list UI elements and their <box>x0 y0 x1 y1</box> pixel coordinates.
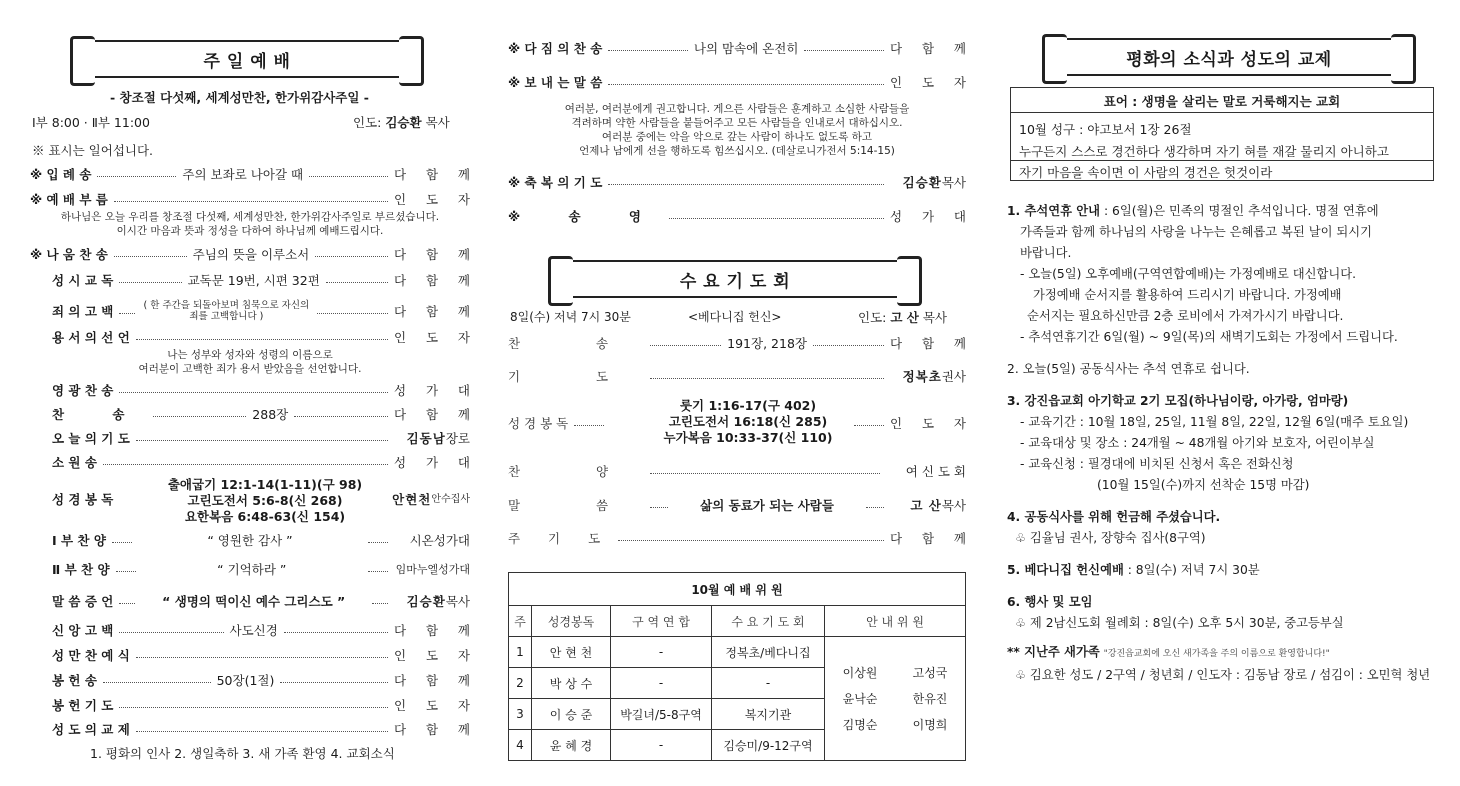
table-row: 3 이 승 준 박길녀/5-8구역 복지기관 <box>509 699 966 730</box>
worship-times: Ⅰ부 8:00 · Ⅱ부 11:00 <box>32 115 150 130</box>
wed-sermon-row: 말 씀 삶의 동료가 되는 사람들 고 산 목사 <box>508 498 966 513</box>
news-item-4: 4. 공동식사를 위해 헌금해 주셨습니다. <box>1007 510 1221 524</box>
news-item-3: 3. 강진읍교회 아기학교 2기 모집(하나님이랑, 아가랑, 엄마랑) <box>1007 394 1349 408</box>
order-row-creed: 신 앙 고 백 사도신경 다 함 께 <box>52 623 470 638</box>
worship-leader: 인도: 김승환 목사 <box>353 115 450 130</box>
wed-readings: 룻기 1:16-17(구 402) 고린도전서 16:18(신 285) 누가복음 10:33-37(신 110) <box>663 398 833 445</box>
wednesday-leader: 인도: 고 산 목사 <box>858 310 948 325</box>
order-row-hymn-2: 찬 송 288장 다 함 께 <box>52 407 470 422</box>
order-row-call: ※ 예 배 부 름 인 도 자 <box>30 192 470 207</box>
news-item-1: 1. 추석연휴 안내 : 6일(월)은 민족의 명절인 추석입니다. 명절 연휴에 <box>1007 204 1379 218</box>
sunday-readings: 출애굽기 12:1-14(1-11)(구 98) 고린도전서 5:6-8(신 268) 요한복음 6:48-63(신 154) <box>167 477 363 524</box>
fellowship-note: 1. 평화의 인사 2. 생일축하 3. 새 가족 환영 4. 교회소식 <box>90 746 395 761</box>
worship-banner: 주 일 예 배 <box>80 40 414 78</box>
servers-header: 구 역 연 합 <box>611 606 712 637</box>
order-row-offering: 봉 헌 송 50장(1절) 다 함 께 <box>52 673 470 688</box>
pardon-note: 나는 성부와 성자와 성령의 이름으로 여러분이 고백한 죄가 용서 받았음을 선언합니다. <box>138 349 362 375</box>
servers-table <box>508 572 966 761</box>
servers-header: 안 내 위 원 <box>825 606 966 637</box>
sunday-worship-column <box>30 0 470 786</box>
servers-header: 성경봉독 <box>532 606 611 637</box>
wednesday-date: 8일(수) 저녁 7시 30분 <box>510 310 631 324</box>
table-row: 4 윤 혜 경 - 김승미/9-12구역 <box>509 730 966 761</box>
order-row-offering-prayer: 봉 헌 기 도 인 도 자 <box>52 698 470 713</box>
order-row-reading: 성 경 봉 독 안현천 안수집사 <box>52 492 470 507</box>
table-row: 1 안 현 천 - 정복초/베다니집 이상원 윤낙순 김명순 고성국 한유진 이명희 <box>509 637 966 668</box>
news-item-6: 6. 행사 및 모임 <box>1007 595 1093 609</box>
wed-praise-row: 찬 양 여 신 도 회 <box>508 464 966 479</box>
ushers-cell: 이상원 윤낙순 김명순 고성국 한유진 이명희 <box>825 637 966 761</box>
order-row-sermon: 말 씀 증 언 “ 생명의 떡이신 예수 그리스도 ” 김승환 목사 <box>52 594 470 609</box>
servers-header: 주 <box>509 606 532 637</box>
order-row-choir-2: Ⅱ 부 찬 양 “ 기억하라 ” 임마누엘성가대 <box>52 562 470 577</box>
sending-word-row: ※ 보 내 는 말 씀 인 도 자 <box>508 75 966 90</box>
motto: 표어 : 생명을 살리는 말로 거룩해지는 교회 <box>1103 94 1341 109</box>
servers-header: 수 요 기 도 회 <box>712 606 825 637</box>
new-family: ** 지난주 새가족 "강진읍교회에 오신 새가족을 주의 이름으로 환영합니다!" <box>1007 645 1330 659</box>
order-row-wish-song: 소 원 송 성 가 대 <box>52 455 470 470</box>
wednesday-banner: 수 요 기 도 회 <box>558 260 912 298</box>
order-row-fellowship: 성 도 의 교 제 다 함 께 <box>52 722 470 737</box>
middle-column <box>508 0 966 786</box>
order-row-choir-1: Ⅰ 부 찬 양 “ 영원한 감사 ” 시온성가대 <box>52 533 470 548</box>
verse-ref: 10월 성구 : 야고보서 1장 26절 <box>1019 122 1192 137</box>
blessing-row: ※ 축 복 의 기 도 김승환 목사 <box>508 175 966 190</box>
sending-word-note: 여러분, 여러분에게 권고합니다. 게으른 사람들은 훈계하고 소심한 사람들을 격려하며 약한 사람들을 붙들어주고 모든 사람들을 인내로서 대하십시오. 여러분 중에는 악을 악으로 갚는 사람이 하나도 없도록 하고 언제나 남에게 선을 행하도록 힘쓰십시오. (데살로니가전서 5:14-15) <box>564 103 910 157</box>
news-item-2: 2. 오늘(5일) 공동식사는 추석 연휴로 쉽니다. <box>1007 362 1250 376</box>
call-note: 하나님은 오늘 우리를 창조절 다섯째, 세계성만찬, 한가위감사주일로 부르셨습니다. 이시간 마음과 뜻과 정성을 다하여 하나님께 예배드립시다. <box>60 211 440 237</box>
sending-hymn-row: ※ 다 짐 의 찬 송 나의 맘속에 온전히 다 함 께 <box>508 41 966 56</box>
verse-line-1: 누구든지 스스로 경건하다 생각하며 자기 혀를 재갈 물리지 아니하고 <box>1019 144 1389 159</box>
worship-subtitle: - 창조절 다섯째, 세계성만찬, 한가위감사주일 - <box>110 90 369 105</box>
wed-reading-row: 성 경 봉 독 인 도 자 <box>508 416 966 431</box>
news-banner: 평화의 소식과 성도의 교제 <box>1052 38 1406 76</box>
doxology-row: ※ 송 영 성 가 대 <box>508 209 966 224</box>
order-row-gloria: 영 광 찬 송 성 가 대 <box>52 383 470 398</box>
servers-title: 10월 예 배 위 원 <box>509 573 966 606</box>
wed-lords-prayer-row: 주 기 도 다 함 께 <box>508 531 966 546</box>
wed-prayer-row: 기 도 정복초 권사 <box>508 369 966 384</box>
motto-box <box>1010 87 1434 181</box>
verse-line-2: 자기 마음을 속이면 이 사람의 경건은 헛것이라 <box>1019 165 1273 180</box>
wed-hymn-row: 찬 송 191장, 218장 다 함 께 <box>508 336 966 351</box>
order-row-prayer: 오 늘 의 기 도 김동남 장로 <box>52 431 470 446</box>
order-row-responsive: 성 시 교 독 교독문 19번, 시편 32편 다 함 께 <box>52 273 470 288</box>
order-row-communion: 성 만 찬 예 식 인 도 자 <box>52 648 470 663</box>
table-row: 2 박 상 수 - - <box>509 668 966 699</box>
news-item-5: 5. 베다니집 헌신예배 : 8일(수) 저녁 7시 30분 <box>1007 563 1260 577</box>
standing-note: ※ 표시는 일어섭니다. <box>32 143 154 158</box>
news-list: 1. 추석연휴 안내 : 6일(월)은 민족의 명절인 추석입니다. 명절 연휴에 가족들과 함께 하나님의 사랑을 나누는 은혜롭고 복된 날이 되시기 바랍니다. - 오늘(5일) 오후예배(구역연합예배)는 가정예배로 대신합니다. 가정예배 순서지를 활용하여 드리시기 바랍니다. 가정예배 순서지는 필요하신만큼 2층 로비에서 가져가시기 바랍니다. - 추석연휴기간 6일(월) ~ 9일(목)의 새벽기도회는 가정에서 드립니다. 2. 오늘(5일) 공동식사는 추석 연휴로 쉽니다. 3. 강진읍교회 아기학교 2기 모집(하나님이랑, 아가랑, 엄마랑) - 교육기간 : 10월 18일, 25일, 11월 8일, 22일, 12월 6일(매주 토요일) - 교육대상 및 장소 : 24개월 ~ 48개월 아기와 보호자, 어린이부실 - 교육신청 : 필경대에 비치된 신청서 혹은 전화신청 (10월 15일(수)까지 선착순 15명 마감) 4. 공동식사를 위해 헌금해 주셨습니다. ♧ 김율님 권사, 장향숙 집사(8구역) 5. 베다니집 헌신예배 : 8일(수) 저녁 7시 30분 6. 행사 및 모임 ♧ 제 2남신도회 월례회 : 8일(수) 오후 5시 30분, 중고등부실 ** 지난주 새가족 "강진읍교회에 오신 새가족을 주의 이름으로 환영합니다!" ♧ 김요한 성도 / 2구역 / 청년회 / 인도자 : 김동남 장로 / 섬김이 : 오민혁 청년 <box>1007 201 1437 686</box>
order-row-hymn-1: ※ 나 움 찬 송 주님의 뜻을 이루소서 다 함 께 <box>30 247 470 262</box>
order-row-confession: 죄 의 고 백 ( 한 주간을 되돌아보며 침묵으로 자신의 죄를 고백합니다 ) 다 함 께 <box>52 300 470 322</box>
order-row-pardon: 용 서 의 선 언 인 도 자 <box>52 330 470 345</box>
order-row-entrance: ※ 입 례 송 주의 보좌로 나아갈 때 다 함 께 <box>30 167 470 182</box>
wednesday-theme: <베다니집 헌신> <box>688 310 782 324</box>
